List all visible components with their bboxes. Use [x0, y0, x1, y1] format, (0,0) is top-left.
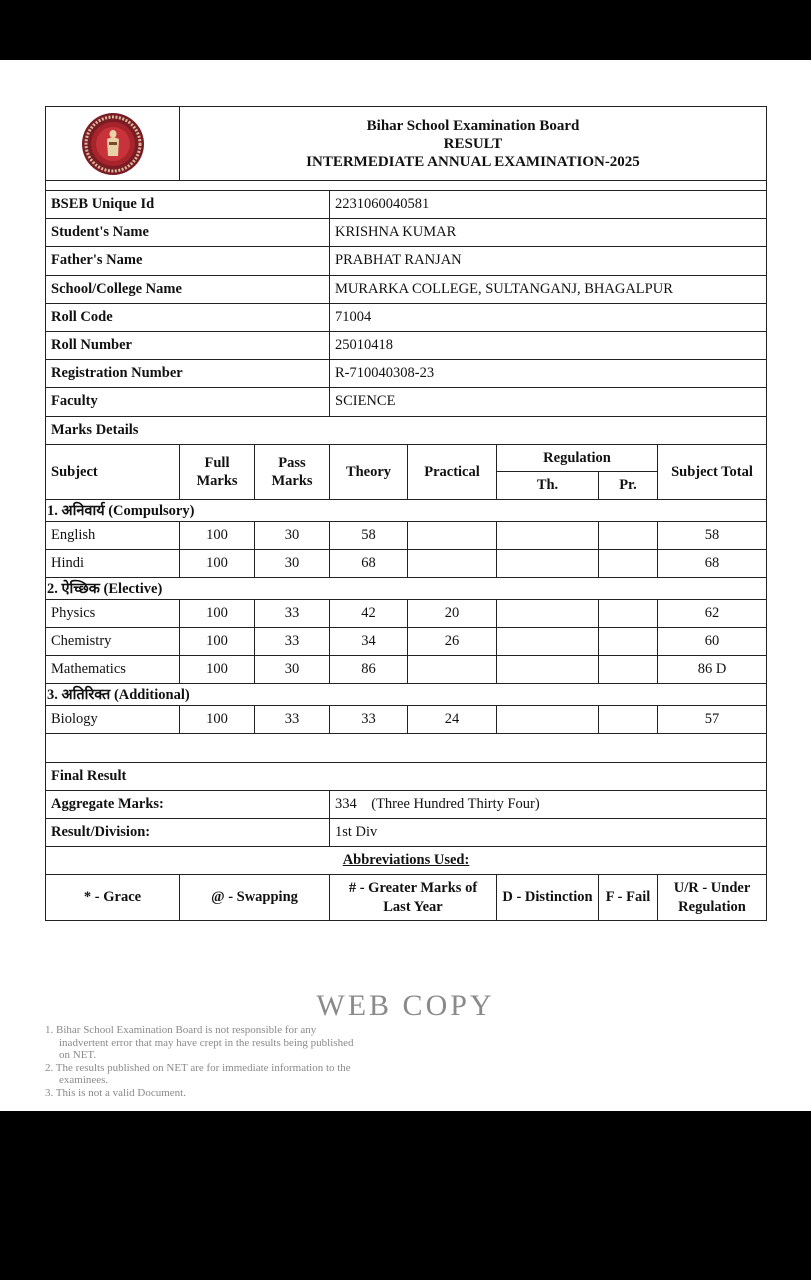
disclaimer-line: on NET. — [59, 1049, 97, 1061]
info-label: Registration Number — [46, 360, 330, 388]
pass-marks: 30 — [255, 549, 330, 577]
exam-name: INTERMEDIATE ANNUAL EXAMINATION-2025 — [306, 153, 640, 170]
col-subject: Subject — [46, 444, 180, 499]
abbr-distinction: D - Distinction — [497, 875, 599, 921]
subject-name: Hindi — [46, 549, 180, 577]
full-marks: 100 — [180, 521, 255, 549]
full-marks: 100 — [180, 627, 255, 655]
logo-cell — [46, 107, 180, 181]
col-theory: Theory — [330, 444, 408, 499]
reg-pr-marks — [599, 549, 658, 577]
theory-marks: 86 — [330, 655, 408, 683]
marks-details-title: Marks Details — [46, 416, 767, 444]
practical-marks — [408, 521, 497, 549]
info-value: 25010418 — [330, 331, 767, 359]
subject-name: Physics — [46, 599, 180, 627]
info-value: SCIENCE — [330, 388, 767, 416]
reg-pr-marks — [599, 655, 658, 683]
reg-pr-marks — [599, 599, 658, 627]
abbr-under-regulation: U/R - Under Regulation — [658, 875, 767, 921]
aggregate-label: Aggregate Marks: — [46, 790, 330, 818]
disclaimer-line: 1. Bihar School Examination Board is not responsible for any — [45, 1024, 317, 1036]
info-row-father-name — [46, 247, 767, 275]
info-row-roll-number — [46, 331, 767, 359]
abbr-fail: F - Fail — [599, 875, 658, 921]
theory-marks: 58 — [330, 521, 408, 549]
info-value: MURARKA COLLEGE, SULTANGANJ, BHAGALPUR — [330, 275, 767, 303]
reg-th-marks — [497, 521, 599, 549]
header-title-cell — [180, 107, 767, 181]
subject-name: English — [46, 521, 180, 549]
reg-th-marks — [497, 705, 599, 733]
empty-row — [46, 733, 767, 762]
info-row-faculty — [46, 388, 767, 416]
result-table — [45, 106, 767, 921]
info-row-roll-code — [46, 303, 767, 331]
subject-total: 86 D — [658, 655, 767, 683]
info-value: 2231060040581 — [330, 191, 767, 219]
pass-marks: 30 — [255, 655, 330, 683]
col-reg-pr: Pr. — [599, 471, 658, 499]
abbreviations-title-cell — [46, 847, 767, 875]
disclaimer-line: examinees. — [59, 1074, 109, 1086]
watermark-main: WEB COPY — [316, 989, 495, 1022]
pass-marks: 33 — [255, 599, 330, 627]
subject-row — [46, 521, 767, 549]
pass-marks: 30 — [255, 521, 330, 549]
info-label: Student's Name — [46, 219, 330, 247]
theory-marks: 68 — [330, 549, 408, 577]
info-label: Roll Code — [46, 303, 330, 331]
info-label: Father's Name — [46, 247, 330, 275]
practical-marks — [408, 549, 497, 577]
reg-pr-marks — [599, 705, 658, 733]
division-value: 1st Div — [330, 819, 767, 847]
info-value: KRISHNA KUMAR — [330, 219, 767, 247]
spacer-row — [46, 181, 767, 191]
subject-total: 58 — [658, 521, 767, 549]
pass-marks: 33 — [255, 705, 330, 733]
section-title: 2. ऐच्छिक (Elective) — [46, 577, 767, 599]
full-marks: 100 — [180, 549, 255, 577]
col-subject-total: Subject Total — [658, 444, 767, 499]
division-label: Result/Division: — [46, 819, 330, 847]
full-marks: 100 — [180, 599, 255, 627]
subject-name: Biology — [46, 705, 180, 733]
division-row — [46, 819, 767, 847]
info-value: 71004 — [330, 303, 767, 331]
final-result-title: Final Result — [46, 762, 767, 790]
bseb-seal-icon — [81, 112, 145, 176]
theory-marks: 42 — [330, 599, 408, 627]
theory-marks: 33 — [330, 705, 408, 733]
col-reg-th: Th. — [497, 471, 599, 499]
aggregate-row — [46, 790, 767, 818]
subject-row — [46, 655, 767, 683]
subject-total: 60 — [658, 627, 767, 655]
abbreviations-title-row — [46, 847, 767, 875]
subject-row — [46, 599, 767, 627]
abbr-swapping: @ - Swapping — [180, 875, 330, 921]
reg-th-marks — [497, 549, 599, 577]
full-marks: 100 — [180, 705, 255, 733]
reg-th-marks — [497, 655, 599, 683]
aggregate-words: (Three Hundred Thirty Four) — [371, 795, 540, 812]
abbreviations-row — [46, 875, 767, 921]
document-type: RESULT — [443, 135, 503, 152]
subject-name: Chemistry — [46, 627, 180, 655]
aggregate-cell — [330, 790, 767, 818]
abbr-greater-marks: # - Greater Marks of Last Year — [330, 875, 497, 921]
practical-marks: 24 — [408, 705, 497, 733]
info-row-registration — [46, 360, 767, 388]
marks-details-row — [46, 416, 767, 444]
section-additional — [46, 683, 767, 705]
reg-pr-marks — [599, 521, 658, 549]
reg-th-marks — [497, 599, 599, 627]
info-value: PRABHAT RANJAN — [330, 247, 767, 275]
header-row — [46, 107, 767, 181]
board-name: Bihar School Examination Board — [366, 117, 580, 134]
subject-row — [46, 705, 767, 733]
col-regulation: Regulation — [497, 444, 658, 471]
info-label: School/College Name — [46, 275, 330, 303]
result-document — [45, 106, 766, 921]
info-label: Faculty — [46, 388, 330, 416]
info-value: R-710040308-23 — [330, 360, 767, 388]
subject-row — [46, 627, 767, 655]
practical-marks: 26 — [408, 627, 497, 655]
section-elective — [46, 577, 767, 599]
abbr-grace: * - Grace — [46, 875, 180, 921]
final-result-row — [46, 762, 767, 790]
col-pass-marks: Pass Marks — [255, 444, 330, 499]
result-page — [0, 60, 811, 1111]
watermark-disclaimer — [45, 1024, 766, 1099]
subject-total: 57 — [658, 705, 767, 733]
info-row-student-name — [46, 219, 767, 247]
practical-marks: 20 — [408, 599, 497, 627]
abbreviations-title: Abbreviations Used: — [342, 852, 470, 869]
subject-total: 68 — [658, 549, 767, 577]
disclaimer-line: 3. This is not a valid Document. — [45, 1086, 186, 1099]
section-title: 1. अनिवार्य (Compulsory) — [46, 499, 767, 521]
theory-marks: 34 — [330, 627, 408, 655]
info-label: Roll Number — [46, 331, 330, 359]
practical-marks — [408, 655, 497, 683]
aggregate-value: 334 — [335, 795, 357, 812]
info-row-unique-id — [46, 191, 767, 219]
reg-th-marks — [497, 627, 599, 655]
col-practical: Practical — [408, 444, 497, 499]
reg-pr-marks — [599, 627, 658, 655]
web-copy-watermark — [45, 990, 766, 1099]
section-compulsory — [46, 499, 767, 521]
subject-total: 62 — [658, 599, 767, 627]
section-title: 3. अतिरिक्त (Additional) — [46, 683, 767, 705]
subject-row — [46, 549, 767, 577]
info-row-college — [46, 275, 767, 303]
disclaimer-line: inadvertent error that may have crept in the results being published — [59, 1036, 354, 1049]
pass-marks: 33 — [255, 627, 330, 655]
disclaimer-line: 2. The results published on NET are for immediate information to the — [45, 1061, 351, 1074]
marks-header-row — [46, 444, 767, 471]
subject-name: Mathematics — [46, 655, 180, 683]
col-full-marks: Full Marks — [180, 444, 255, 499]
info-label: BSEB Unique Id — [46, 191, 330, 219]
full-marks: 100 — [180, 655, 255, 683]
